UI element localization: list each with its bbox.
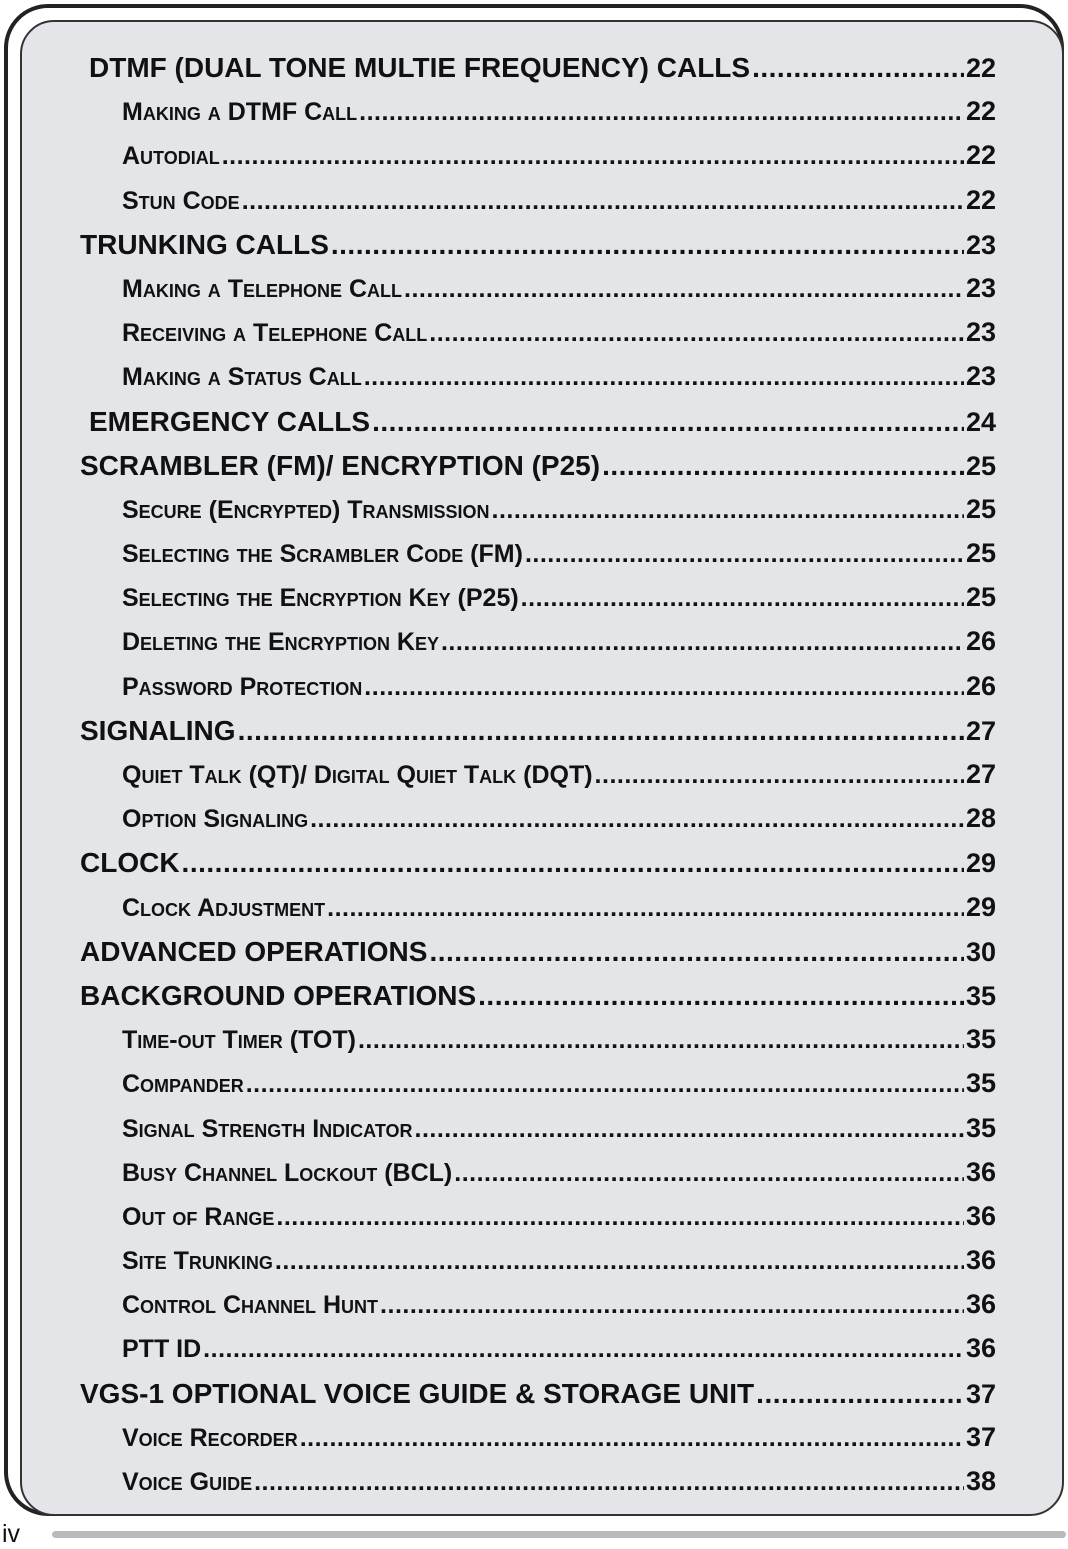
toc-entry-page: 22	[965, 140, 996, 171]
toc-dot-leader	[364, 673, 964, 702]
toc-dot-leader	[752, 52, 964, 84]
toc-subsection-entry[interactable]	[80, 1422, 996, 1466]
toc-dot-leader	[182, 847, 964, 879]
toc-entry-title: Selecting the Encryption Key (P25)	[122, 584, 519, 613]
toc-dot-leader	[441, 628, 964, 657]
toc-subsection-entry[interactable]	[80, 1157, 996, 1201]
toc-entry-title: Time-out Timer (TOT)	[122, 1026, 356, 1055]
toc-entry-page: 22	[965, 53, 996, 83]
toc-section-entry[interactable]	[80, 52, 996, 96]
toc-entry-page: 23	[965, 317, 996, 348]
toc-dot-leader	[331, 229, 964, 261]
toc-section-entry[interactable]	[80, 715, 996, 759]
toc-entry-title: Compander	[122, 1070, 244, 1099]
toc-entry-title: SIGNALING	[80, 714, 236, 746]
toc-entry-title: Stun Code	[122, 186, 240, 215]
toc-dot-leader	[276, 1203, 964, 1232]
toc-entry-title: Site Trunking	[122, 1247, 273, 1276]
toc-dot-leader	[602, 450, 964, 482]
toc-entry-title: Making a DTMF Call	[122, 98, 358, 127]
toc-dot-leader	[415, 1115, 964, 1144]
toc-section-entry[interactable]	[80, 450, 996, 494]
toc-entry-page: 36	[965, 1289, 996, 1320]
toc-entry-page: 30	[965, 936, 996, 967]
toc-entry-title: SCRAMBLER (FM)/ ENCRYPTION (P25)	[80, 449, 601, 481]
toc-subsection-entry[interactable]	[80, 803, 996, 847]
toc-entry-page: 37	[965, 1378, 996, 1409]
toc-entry-title: PTT ID	[122, 1335, 202, 1364]
toc-dot-leader	[429, 319, 964, 348]
toc-entry-title: Control Channel Hunt	[122, 1291, 379, 1320]
toc-section-entry[interactable]	[80, 229, 996, 273]
toc-entry-title: Receiving a Telephone Call	[122, 319, 428, 348]
toc-dot-leader	[454, 1159, 964, 1188]
toc-dot-leader	[238, 715, 964, 747]
toc-dot-leader	[595, 761, 964, 790]
toc-entry-page: 29	[965, 848, 996, 879]
toc-entry-title: Quiet Talk (QT)/ Digital Quiet Talk (DQT)	[122, 761, 593, 789]
toc-dot-leader	[310, 805, 964, 834]
toc-dot-leader	[492, 496, 964, 525]
toc-subsection-entry[interactable]	[80, 1466, 996, 1510]
toc-dot-leader	[404, 275, 964, 304]
toc-dot-leader	[380, 1291, 964, 1320]
toc-subsection-entry[interactable]	[80, 671, 996, 715]
toc-dot-leader	[372, 406, 964, 438]
toc-entry-title: Option Signaling	[122, 805, 309, 834]
toc-entry-title: Clock Adjustment	[122, 893, 326, 922]
toc-entry-page: 22	[965, 184, 996, 215]
toc-entry-page: 35	[965, 1024, 996, 1055]
toc-entry-page: 28	[965, 803, 996, 834]
toc-subsection-entry[interactable]	[80, 140, 996, 184]
toc-entry-page: 27	[965, 759, 996, 789]
toc-entry-page: 25	[965, 582, 996, 613]
toc-entry-page: 25	[965, 538, 996, 569]
toc-dot-leader	[359, 98, 964, 127]
toc-dot-leader	[275, 1247, 964, 1276]
toc-entry-title: Voice Recorder	[122, 1423, 298, 1452]
toc-dot-leader	[254, 1468, 964, 1497]
toc-entry-title: DTMF (DUAL TONE MULTIE FREQUENCY) CALLS	[89, 52, 751, 83]
toc-entry-title: Out of Range	[122, 1202, 275, 1231]
toc-subsection-entry[interactable]	[80, 1068, 996, 1112]
toc-entry-page: 25	[965, 493, 996, 524]
toc-subsection-entry[interactable]	[80, 759, 996, 803]
toc-subsection-entry[interactable]	[80, 494, 996, 538]
toc-entry-title: Selecting the Scrambler Code (FM)	[122, 540, 523, 569]
toc-entry-title: Autodial	[122, 142, 220, 171]
footer-rule	[52, 1531, 1066, 1538]
toc-dot-leader	[300, 1424, 964, 1453]
toc-subsection-entry[interactable]	[80, 626, 996, 670]
toc-subsection-entry[interactable]	[80, 1245, 996, 1289]
toc-dot-leader	[203, 1335, 964, 1364]
toc-entry-page: 37	[965, 1421, 996, 1452]
toc-section-entry[interactable]	[80, 1378, 996, 1422]
toc-dot-leader	[525, 540, 964, 569]
toc-subsection-entry[interactable]	[80, 185, 996, 229]
toc-entry-page: 26	[965, 626, 996, 657]
toc-entry-page: 23	[965, 361, 996, 392]
toc-subsection-entry[interactable]	[80, 1289, 996, 1333]
toc-entry-title: Signal Strength Indicator	[122, 1114, 413, 1143]
toc-entry-page: 35	[965, 1112, 996, 1143]
toc-subsection-entry[interactable]	[80, 582, 996, 626]
toc-entry-page: 36	[965, 1200, 996, 1231]
toc-subsection-entry[interactable]	[80, 317, 996, 361]
toc-entry-page: 25	[965, 450, 996, 481]
toc-subsection-entry[interactable]	[80, 361, 996, 405]
toc-entry-title: Deleting the Encryption Key	[122, 628, 439, 657]
toc-entry-title: ADVANCED OPERATIONS	[80, 935, 428, 967]
toc-dot-leader	[246, 1070, 964, 1099]
toc-subsection-entry[interactable]	[80, 1024, 996, 1068]
toc-entry-title: EMERGENCY CALLS	[89, 405, 371, 437]
table-of-contents	[80, 52, 996, 1510]
toc-entry-title: CLOCK	[80, 847, 180, 879]
toc-entry-page: 26	[965, 670, 996, 701]
toc-entry-page: 23	[965, 229, 996, 260]
toc-entry-title: Secure (Encrypted) Transmission	[122, 495, 490, 524]
toc-entry-page: 36	[965, 1156, 996, 1187]
toc-entry-title: Making a Status Call	[122, 363, 362, 392]
toc-entry-title: BACKGROUND OPERATIONS	[80, 979, 477, 1011]
toc-subsection-entry[interactable]	[80, 1201, 996, 1245]
toc-subsection-entry[interactable]	[80, 1113, 996, 1157]
toc-subsection-entry[interactable]	[80, 1333, 996, 1377]
toc-subsection-entry[interactable]	[80, 538, 996, 582]
toc-entry-title: Making a Telephone Call	[122, 274, 402, 303]
toc-entry-title: Busy Channel Lockout (BCL)	[122, 1158, 453, 1187]
toc-entry-page: 35	[965, 980, 996, 1011]
toc-entry-page: 29	[965, 891, 996, 922]
toc-entry-page: 38	[965, 1466, 996, 1496]
toc-entry-title: Voice Guide	[122, 1468, 253, 1496]
toc-section-entry[interactable]	[80, 847, 996, 891]
toc-entry-title: TRUNKING CALLS	[80, 228, 329, 260]
toc-subsection-entry[interactable]	[80, 273, 996, 317]
toc-entry-title: VGS-1 OPTIONAL VOICE GUIDE & STORAGE UNIT	[80, 1377, 755, 1409]
toc-entry-page: 23	[965, 272, 996, 303]
toc-entry-page: 24	[965, 406, 996, 437]
toc-entry-page: 27	[965, 715, 996, 746]
toc-dot-leader	[521, 584, 964, 613]
toc-dot-leader	[756, 1378, 964, 1410]
toc-dot-leader	[242, 187, 964, 216]
toc-dot-leader	[429, 936, 964, 968]
toc-section-entry[interactable]	[80, 980, 996, 1024]
toc-entry-title: Password Protection	[122, 672, 363, 701]
toc-subsection-entry[interactable]	[80, 892, 996, 936]
toc-dot-leader	[478, 980, 964, 1012]
toc-dot-leader	[222, 142, 964, 171]
toc-entry-page: 36	[965, 1245, 996, 1276]
toc-dot-leader	[358, 1026, 964, 1055]
toc-dot-leader	[364, 363, 964, 392]
toc-entry-page: 22	[965, 96, 996, 127]
page-number: iv	[2, 1520, 21, 1548]
toc-dot-leader	[327, 894, 964, 923]
toc-subsection-entry[interactable]	[80, 96, 996, 140]
toc-section-entry[interactable]	[80, 406, 996, 450]
toc-section-entry[interactable]	[80, 936, 996, 980]
toc-entry-page: 36	[965, 1333, 996, 1364]
toc-entry-page: 35	[965, 1068, 996, 1099]
